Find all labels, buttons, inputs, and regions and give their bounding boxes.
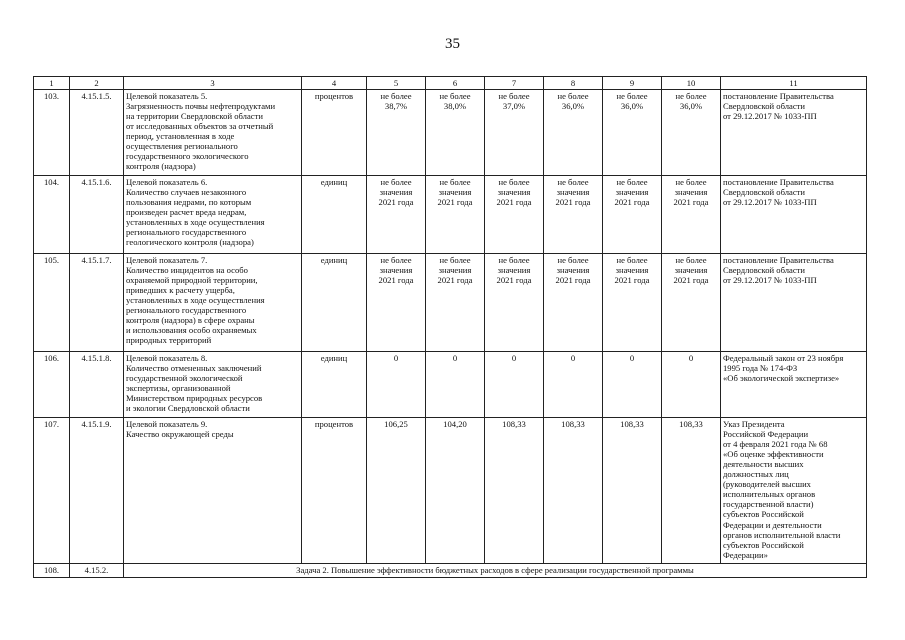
- value-cell: [544, 254, 603, 352]
- task-title: Задача 2. Повышение эффективности бюджетных расходов в сфере реализации государственной программы: [124, 564, 867, 578]
- value-cell: [603, 418, 662, 564]
- table-row: [34, 90, 867, 176]
- indicator-name-line: контроля (надзора) в сфере охраны: [126, 315, 255, 326]
- value-line: 0: [511, 353, 517, 364]
- source-line: Свердловской области: [723, 187, 806, 198]
- page-number: 35: [445, 36, 460, 52]
- value-line: 0: [629, 353, 635, 364]
- value-cell: [367, 254, 426, 352]
- value-cell: [603, 176, 662, 254]
- indicator-name: [124, 176, 302, 254]
- value-cell: [544, 418, 603, 564]
- value-line: 38,0%: [443, 101, 467, 112]
- source-line: 1995 года № 174-ФЗ: [723, 363, 798, 374]
- value-line: 2021 года: [614, 197, 650, 208]
- table-row: [34, 418, 867, 564]
- value-line: 38,7%: [384, 101, 408, 112]
- column-header: 6: [426, 77, 485, 90]
- row-number: 108.: [34, 564, 70, 578]
- value-line: 2021 года: [555, 197, 591, 208]
- source-line: Указ Президента: [723, 419, 785, 430]
- value-line: значения: [615, 265, 649, 276]
- value-line: 108,33: [679, 419, 703, 430]
- value-line: значения: [556, 265, 590, 276]
- indicator-name-line: осуществления регионального: [126, 141, 238, 152]
- indicator-name-line: охраняемой природной территории,: [126, 275, 258, 286]
- source-line: постановление Правительства: [723, 91, 834, 102]
- value-cell: [603, 352, 662, 418]
- source-line: Свердловской области: [723, 101, 806, 112]
- source-line: «Об экологической экспертизе»: [723, 373, 840, 384]
- value-cell: [367, 352, 426, 418]
- value-cell: [485, 254, 544, 352]
- table-row: [34, 254, 867, 352]
- value-line: значения: [438, 187, 472, 198]
- value-line: значения: [379, 187, 413, 198]
- column-header: 5: [367, 77, 426, 90]
- value-line: 2021 года: [496, 197, 532, 208]
- indicator-name-line: регионального государственного: [126, 227, 247, 238]
- indicator-name-line: Целевой показатель 8.: [126, 353, 208, 364]
- row-code: 4.15.1.9.: [70, 418, 124, 564]
- indicator-name-line: Количество инцидентов на особо: [126, 265, 248, 276]
- value-line: не более: [616, 255, 648, 266]
- value-cell: [367, 176, 426, 254]
- value-line: не более: [498, 255, 530, 266]
- column-header: 1: [34, 77, 70, 90]
- value-line: значения: [497, 187, 531, 198]
- value-line: значения: [556, 187, 590, 198]
- value-cell: [485, 352, 544, 418]
- value-line: 108,33: [502, 419, 526, 430]
- indicator-name: [124, 90, 302, 176]
- row-code: 4.15.1.5.: [70, 90, 124, 176]
- value-cell: [662, 90, 721, 176]
- source-line: «Об оценке эффективности: [723, 449, 824, 460]
- value-line: 2021 года: [673, 275, 709, 286]
- value-line: значения: [615, 187, 649, 198]
- value-line: 0: [452, 353, 458, 364]
- value-cell: [662, 418, 721, 564]
- value-cell: [603, 90, 662, 176]
- indicator-name-line: от исследованных объектов за отчетный: [126, 121, 274, 132]
- source-cell: [721, 90, 867, 176]
- value-line: не более: [380, 255, 412, 266]
- value-line: 2021 года: [378, 275, 414, 286]
- unit-cell: единиц: [302, 352, 367, 418]
- value-line: 2021 года: [437, 275, 473, 286]
- value-line: не более: [439, 177, 471, 188]
- row-number: 107.: [34, 418, 70, 564]
- unit-cell: единиц: [302, 254, 367, 352]
- indicator-name-line: и экологии Свердловской области: [126, 403, 250, 414]
- row-number: 106.: [34, 352, 70, 418]
- value-line: не более: [675, 91, 707, 102]
- value-line: 2021 года: [378, 197, 414, 208]
- value-cell: [544, 90, 603, 176]
- source-line: от 29.12.2017 № 1033-ПП: [723, 197, 817, 208]
- indicators-table: [33, 76, 867, 578]
- source-line: исполнительных органов: [723, 489, 816, 500]
- value-cell: [426, 254, 485, 352]
- source-line: от 29.12.2017 № 1033-ПП: [723, 111, 817, 122]
- value-line: 36,0%: [620, 101, 644, 112]
- value-line: значения: [674, 265, 708, 276]
- source-line: деятельности высших: [723, 459, 804, 470]
- value-line: 2021 года: [614, 275, 650, 286]
- value-line: не более: [557, 91, 589, 102]
- table-row: [34, 176, 867, 254]
- value-cell: [603, 254, 662, 352]
- task-row: [34, 564, 867, 578]
- value-cell: [544, 176, 603, 254]
- source-cell: [721, 176, 867, 254]
- value-cell: [485, 90, 544, 176]
- column-header: 10: [662, 77, 721, 90]
- value-line: не более: [616, 177, 648, 188]
- indicator-name-line: Министерством природных ресурсов: [126, 393, 263, 404]
- value-cell: [485, 176, 544, 254]
- value-line: не более: [557, 255, 589, 266]
- value-line: не более: [498, 177, 530, 188]
- source-cell: [721, 352, 867, 418]
- source-line: Федерации»: [723, 549, 768, 560]
- unit-cell: единиц: [302, 176, 367, 254]
- column-header: 11: [721, 77, 867, 90]
- source-line: государственной власти): [723, 499, 814, 510]
- indicator-name-line: Качество окружающей среды: [126, 429, 234, 440]
- source-line: Федеральный закон от 23 ноября: [723, 353, 844, 364]
- source-line: (руководителей высших: [723, 479, 811, 490]
- unit-cell: процентов: [302, 90, 367, 176]
- indicator-name-line: Целевой показатель 7.: [126, 255, 208, 266]
- value-line: не более: [439, 255, 471, 266]
- indicator-name: [124, 418, 302, 564]
- value-line: 37,0%: [502, 101, 526, 112]
- table-row: [34, 352, 867, 418]
- indicator-name-line: на территории Свердловской области: [126, 111, 263, 122]
- source-line: Федерации и деятельности: [723, 519, 822, 530]
- indicator-name-line: и использования особо охраняемых: [126, 325, 257, 336]
- value-cell: [544, 352, 603, 418]
- indicator-name-line: природных территорий: [126, 335, 212, 346]
- source-line: от 29.12.2017 № 1033-ПП: [723, 275, 817, 286]
- indicator-name-line: экспертизы, организованной: [126, 383, 231, 394]
- value-line: 0: [393, 353, 399, 364]
- value-cell: [426, 352, 485, 418]
- indicator-name-line: контроля (надзора): [126, 161, 196, 172]
- value-line: не более: [439, 91, 471, 102]
- value-cell: [426, 176, 485, 254]
- value-cell: [662, 254, 721, 352]
- source-cell: [721, 254, 867, 352]
- column-header: 2: [70, 77, 124, 90]
- column-header: 8: [544, 77, 603, 90]
- indicator-name-line: государственного экологического: [126, 151, 249, 162]
- column-header: 7: [485, 77, 544, 90]
- value-line: значения: [379, 265, 413, 276]
- indicator-name-line: государственной экологической: [126, 373, 243, 384]
- indicator-name-line: период, установленная в ходе: [126, 131, 235, 142]
- source-line: постановление Правительства: [723, 177, 834, 188]
- indicator-name-line: установленных в ходе осуществления: [126, 295, 265, 306]
- row-number: 104.: [34, 176, 70, 254]
- unit-cell: процентов: [302, 418, 367, 564]
- value-cell: [426, 90, 485, 176]
- table-header-row: [34, 77, 867, 90]
- value-line: значения: [674, 187, 708, 198]
- value-line: 36,0%: [679, 101, 703, 112]
- indicator-name-line: Количество отмененных заключений: [126, 363, 262, 374]
- indicator-name-line: установленных в ходе осуществления: [126, 217, 265, 228]
- value-line: не более: [380, 91, 412, 102]
- indicator-name-line: Целевой показатель 5.: [126, 91, 208, 102]
- value-line: значения: [438, 265, 472, 276]
- source-line: Российской Федерации: [723, 429, 809, 440]
- source-line: должностных лиц: [723, 469, 789, 480]
- source-line: Свердловской области: [723, 265, 806, 276]
- value-line: не более: [675, 255, 707, 266]
- value-cell: [367, 90, 426, 176]
- source-line: органов исполнительной власти: [723, 529, 841, 540]
- source-line: субъектов Российской: [723, 509, 804, 520]
- value-cell: [662, 176, 721, 254]
- column-header: 3: [124, 77, 302, 90]
- source-line: от 4 февраля 2021 года № 68: [723, 439, 828, 450]
- row-number: 105.: [34, 254, 70, 352]
- indicator-name-line: Количество случаев незаконного: [126, 187, 247, 198]
- value-cell: [485, 418, 544, 564]
- value-line: не более: [380, 177, 412, 188]
- source-line: субъектов Российской: [723, 539, 804, 550]
- indicator-name-line: регионального государственного: [126, 305, 247, 316]
- value-line: 108,33: [620, 419, 644, 430]
- value-line: не более: [498, 91, 530, 102]
- row-number: 103.: [34, 90, 70, 176]
- source-line: постановление Правительства: [723, 255, 834, 266]
- value-line: не более: [557, 177, 589, 188]
- value-line: 0: [570, 353, 576, 364]
- value-line: 108,33: [561, 419, 585, 430]
- row-code: 4.15.1.8.: [70, 352, 124, 418]
- indicator-name-line: произведен расчет вреда недрам,: [126, 207, 247, 218]
- value-cell: [367, 418, 426, 564]
- value-line: 36,0%: [561, 101, 585, 112]
- value-line: не более: [675, 177, 707, 188]
- indicator-name: [124, 254, 302, 352]
- row-code: 4.15.2.: [70, 564, 124, 578]
- indicator-name: [124, 352, 302, 418]
- value-line: 0: [688, 353, 694, 364]
- value-cell: [662, 352, 721, 418]
- indicator-name-line: пользования недрами, по которым: [126, 197, 252, 208]
- indicator-name-line: Целевой показатель 9.: [126, 419, 208, 430]
- column-header: 4: [302, 77, 367, 90]
- value-cell: [426, 418, 485, 564]
- value-line: 104,20: [443, 419, 467, 430]
- row-code: 4.15.1.6.: [70, 176, 124, 254]
- value-line: значения: [497, 265, 531, 276]
- value-line: 2021 года: [437, 197, 473, 208]
- value-line: 106,25: [384, 419, 408, 430]
- source-cell: [721, 418, 867, 564]
- column-header: 9: [603, 77, 662, 90]
- value-line: 2021 года: [555, 275, 591, 286]
- value-line: не более: [616, 91, 648, 102]
- indicator-name-line: Загрязненность почвы нефтепродуктами: [126, 101, 276, 112]
- row-code: 4.15.1.7.: [70, 254, 124, 352]
- indicator-name-line: приведших к расчету ущерба,: [126, 285, 235, 296]
- indicator-name-line: геологического контроля (надзора): [126, 237, 254, 248]
- indicator-name-line: Целевой показатель 6.: [126, 177, 208, 188]
- value-line: 2021 года: [496, 275, 532, 286]
- value-line: 2021 года: [673, 197, 709, 208]
